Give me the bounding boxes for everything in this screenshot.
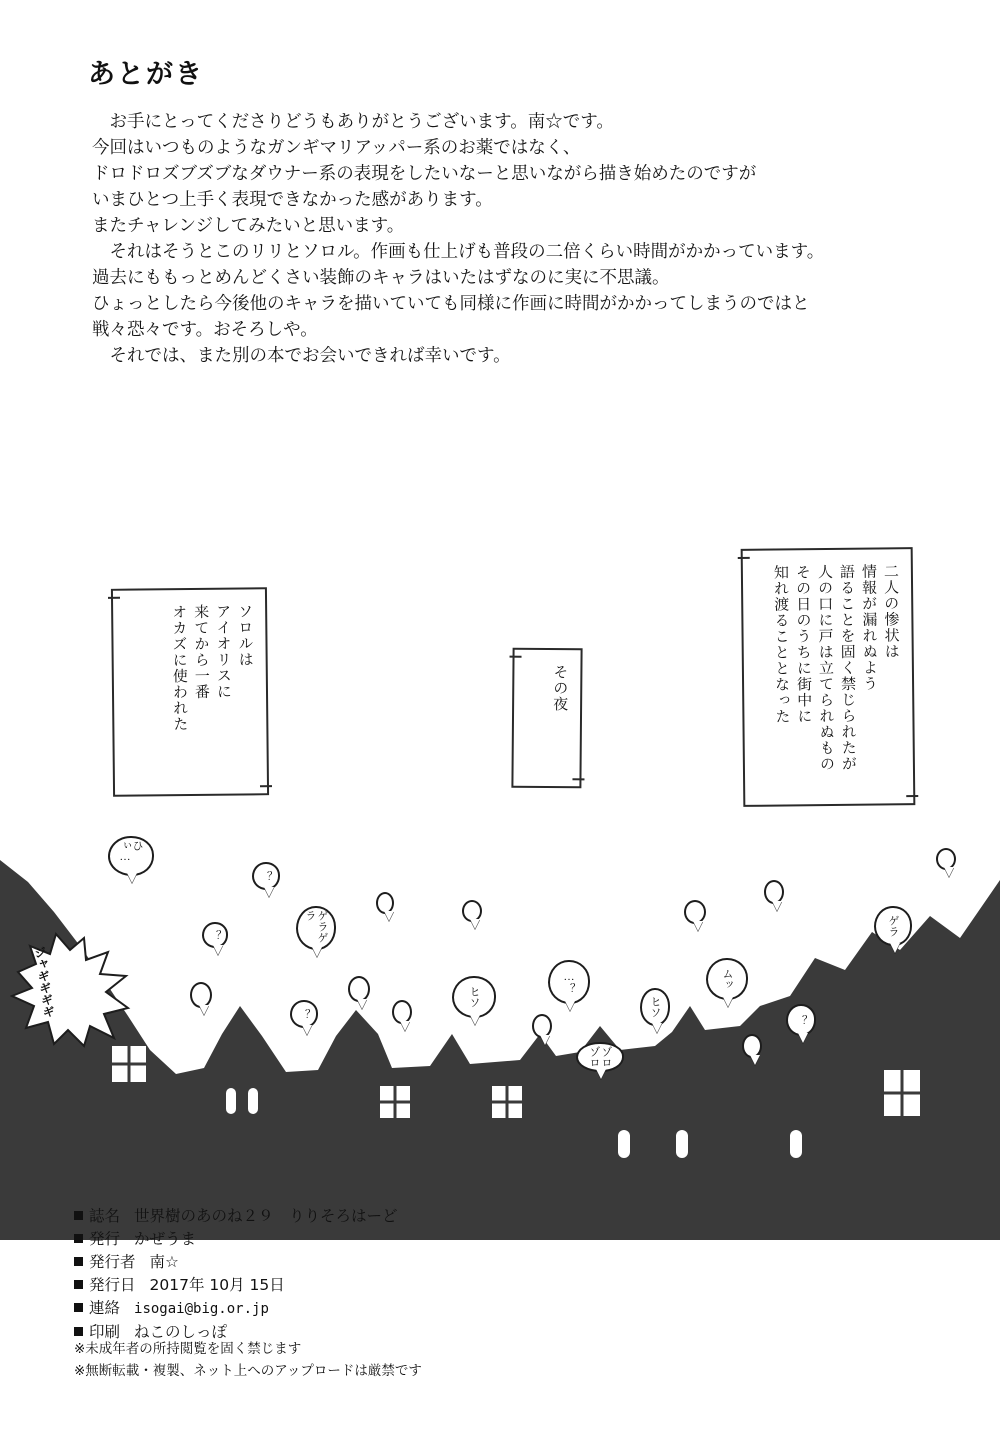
speech-bubble-tail (384, 911, 394, 921)
afterword-line: 今回はいつものようなガンギマリアッパー系のお薬ではなく、 (92, 137, 581, 157)
speech-bubble-text: ？ (795, 1014, 807, 1026)
speech-bubble (202, 922, 228, 948)
speech-bubble (786, 1004, 816, 1036)
speech-bubble-tail (357, 999, 367, 1009)
speech-bubble-text: ？ (260, 870, 272, 882)
speech-bubble (742, 1034, 762, 1058)
colophon (74, 1205, 674, 1344)
speech-bubble (706, 958, 748, 1000)
speech-bubble-text: ゲラゲラ (304, 910, 328, 943)
narration-text: ソロルは アイオリスに 来てから一番 オカズに使われた (170, 603, 253, 733)
cityscape-illustration (0, 820, 1000, 1240)
speech-bubble (764, 880, 784, 904)
speech-bubble (108, 836, 154, 876)
speech-bubble (348, 976, 370, 1002)
speech-bubble-tail (470, 1015, 480, 1025)
speech-bubble (462, 900, 482, 922)
afterword-line: ドロドロズブズブなダウナー系の表現をしたいなーと思いながら描き始めたのですが (92, 163, 757, 183)
speech-bubble-tail (213, 945, 223, 955)
speech-bubble-tail (127, 873, 137, 883)
afterword-line: それはそうとこのリリとソロル。作画も仕上げも普段の二倍くらい時間がかかっています。 (92, 241, 825, 261)
speech-bubble (296, 906, 336, 950)
narration-text: 二人の惨状は 情報が漏れぬよう 語ることを固く禁じられたが 人の口に戸は立てられぬもの その日のうちに街中に 知れ渡ることとなった (771, 563, 899, 773)
colophon-label: 発行者 (89, 1253, 136, 1271)
speech-bubble-text: ゾロゾロ (588, 1046, 612, 1068)
speech-bubble-tail (944, 867, 954, 877)
speech-bubble (290, 1000, 318, 1028)
afterword-body (92, 108, 912, 368)
afterword-line: またチャレンジしてみたいと思います。 (92, 215, 405, 235)
speech-bubble (640, 988, 670, 1026)
speech-bubble-tail (652, 1023, 662, 1033)
narration-box-sorol (111, 587, 269, 797)
colophon-row (74, 1297, 674, 1321)
speech-bubble-text: ひぃ… (119, 840, 143, 863)
afterword-line: いまひとつ上手く表現できなかった感があります。 (92, 189, 493, 209)
speech-bubble (936, 848, 956, 870)
colophon-value: 南☆ (149, 1253, 179, 1271)
speech-bubble-text: ヒソ (649, 996, 661, 1018)
speech-bubble-text: ？ (209, 929, 221, 941)
bullet-square-icon (74, 1234, 83, 1243)
speech-bubble-tail (750, 1055, 760, 1065)
speech-bubble (576, 1042, 624, 1072)
bullet-square-icon (74, 1211, 83, 1220)
speech-bubble-tail (890, 943, 900, 953)
speech-bubble-tail (470, 919, 480, 929)
colophon-value: 2017年 10月 15日 (149, 1276, 285, 1294)
colophon-row (74, 1228, 674, 1251)
speech-bubble (252, 862, 280, 890)
speech-bubble (548, 960, 590, 1004)
speech-bubble-text: ？ (298, 1008, 310, 1020)
speech-bubble (392, 1000, 412, 1024)
afterword-line: 過去にももっとめんどくさい装飾のキャラはいたはずなのに実に不思議。 (92, 267, 670, 287)
notice-line: ※未成年者の所持閲覧を固く禁じます (74, 1341, 302, 1357)
speech-bubble (532, 1014, 552, 1038)
speech-bubble-tail (772, 901, 782, 911)
speech-bubble (874, 906, 912, 946)
burst-text: ジャギギギギ (32, 945, 56, 1019)
colophon-value: 世界樹のあのね２９ りりそろはーど (134, 1207, 398, 1225)
speech-bubble (190, 982, 212, 1008)
speech-bubble (684, 900, 706, 924)
speech-bubble-tail (565, 1001, 575, 1011)
afterword-line: お手にとってくださりどうもありがとうございます。南☆です。 (92, 111, 614, 131)
narration-box-rumor (741, 547, 916, 807)
narration-text: その夜 (551, 664, 568, 713)
speech-bubble-text: …？ (563, 970, 575, 994)
colophon-value: かぜうま (134, 1230, 197, 1248)
colophon-label: 発行日 (89, 1276, 136, 1294)
colophon-row (74, 1205, 674, 1228)
colophon-label: 連絡 (89, 1299, 121, 1317)
colophon-row (74, 1251, 674, 1274)
notice-line: ※無断転載・複製、ネット上へのアップロードは厳禁です (74, 1363, 422, 1379)
bullet-square-icon (74, 1303, 83, 1312)
speech-bubble (376, 892, 394, 914)
colophon-value[interactable]: isogai@big.or.jp (134, 1301, 269, 1317)
speech-bubble-tail (723, 997, 733, 1007)
afterword-line: それでは、また別の本でお会いできれば幸いです。 (92, 345, 511, 365)
speech-bubble-text: ゲラ (887, 915, 899, 937)
speech-bubble-tail (798, 1033, 808, 1043)
speech-bubble (452, 976, 496, 1018)
colophon-label: 発行 (89, 1230, 121, 1248)
speech-bubble-text: ヒソ (468, 986, 480, 1008)
narration-box-night (511, 648, 582, 789)
colophon-row (74, 1274, 674, 1297)
bullet-square-icon (74, 1280, 83, 1289)
speech-bubble-tail (312, 947, 322, 957)
speech-bubble-tail (400, 1021, 410, 1031)
colophon-label: 誌名 (89, 1207, 121, 1225)
speech-bubble-tail (302, 1025, 312, 1035)
page-title: あとがき (88, 59, 204, 90)
speech-bubble-text: ムッ (721, 968, 733, 990)
speech-bubble-tail (199, 1005, 209, 1015)
impact-burst-icon (10, 930, 130, 1040)
bullet-square-icon (74, 1327, 83, 1336)
speech-bubble-tail (596, 1069, 606, 1079)
speech-bubble-tail (540, 1035, 550, 1045)
colophon-value: ねこのしっぽ (134, 1323, 228, 1341)
speech-bubble-tail (693, 921, 703, 931)
legal-notices (74, 1338, 422, 1382)
afterword-line: ひょっとしたら今後他のキャラを描いていても同様に作画に時間がかかってしまうのではと (92, 293, 810, 313)
afterword-line: 戦々恐々です。おそろしや。 (92, 319, 318, 339)
cityscape-svg (0, 820, 1000, 1240)
bullet-square-icon (74, 1257, 83, 1266)
colophon-label: 印刷 (89, 1323, 121, 1341)
speech-bubble-tail (264, 887, 274, 897)
